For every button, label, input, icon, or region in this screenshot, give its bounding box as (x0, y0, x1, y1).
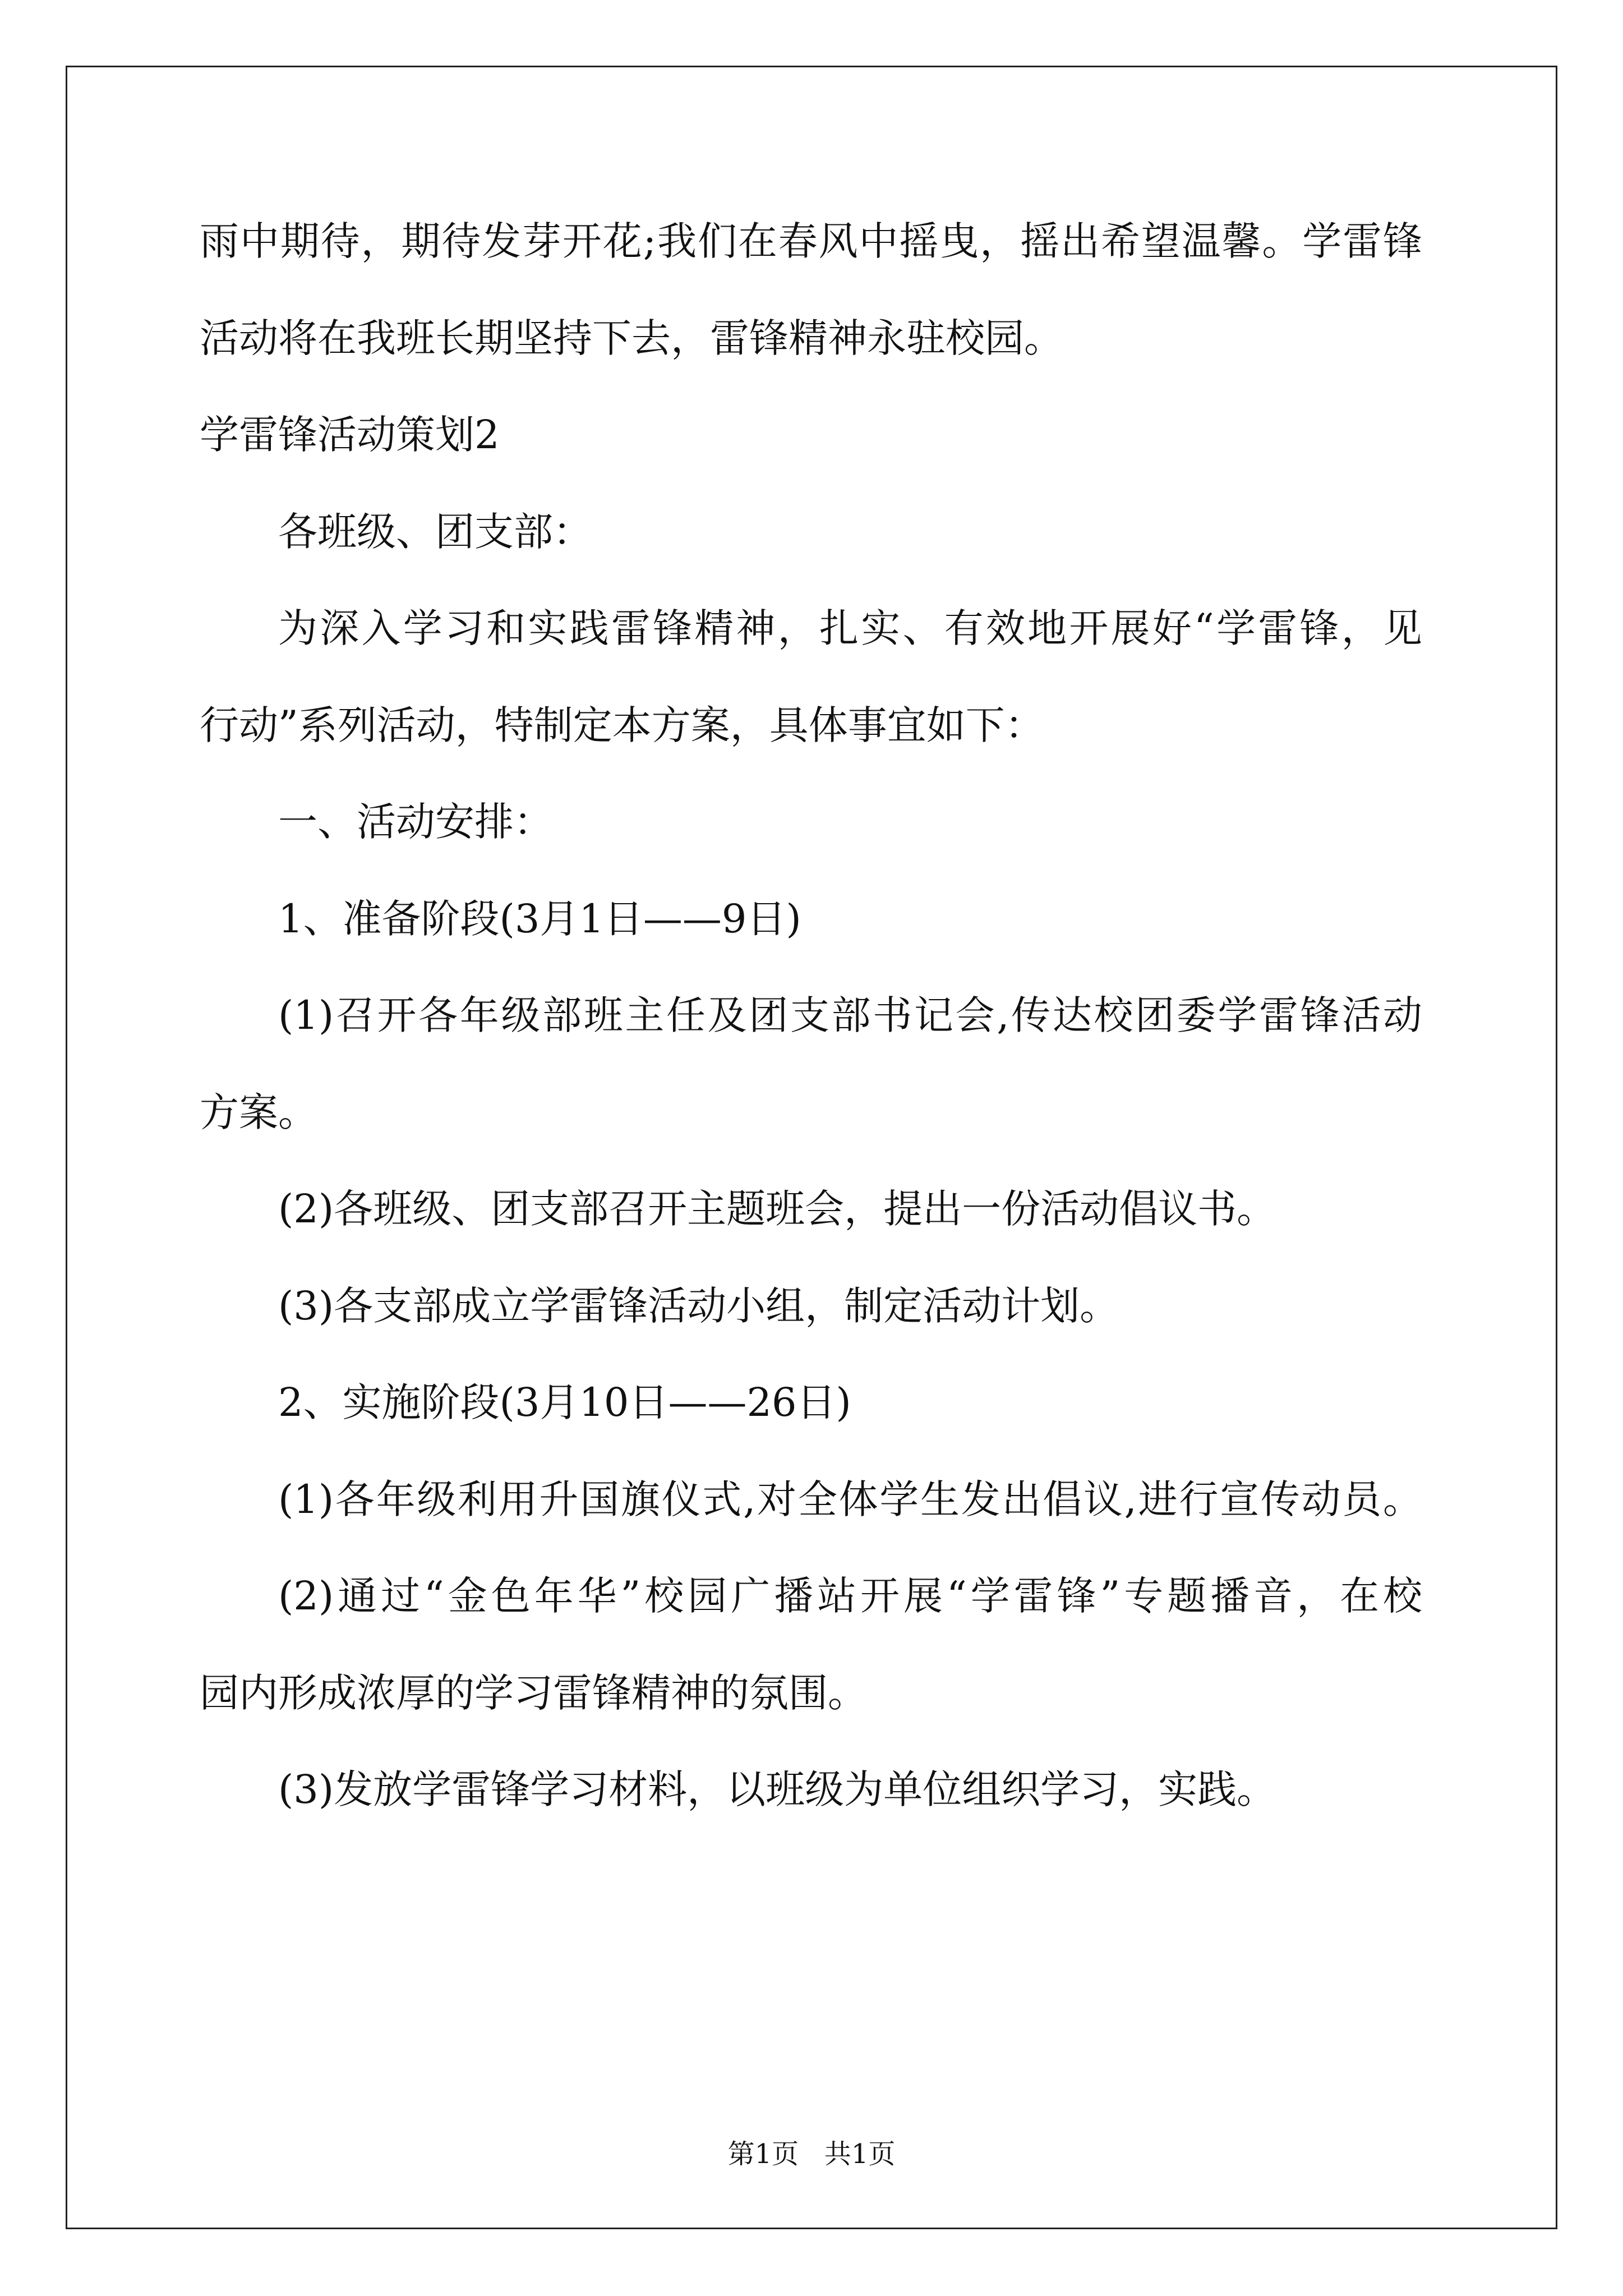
salutation: 各班级、团支部： (278, 509, 592, 555)
section-heading: 学雷锋活动策划2 (200, 412, 500, 458)
subheading: 一、活动安排： (278, 799, 553, 845)
paragraph-line: 雨中期待，期待发芽开花;我们在春风中摇曳，摇出希望温馨。学雷锋 (200, 218, 1422, 264)
page-footer: 第1页 共1页 (727, 2138, 896, 2170)
paragraph-line: 为深入学习和实践雷锋精神，扎实、有效地开展好“学雷锋，见 (278, 605, 1422, 651)
list-item: (3)发放学雷锋学习材料，以班级为单位组织学习，实践。 (278, 1766, 1276, 1812)
list-item: (1)召开各年级部班主任及团支部书记会,传达校团委学雷锋活动 (278, 992, 1422, 1038)
subheading: 1、准备阶段(3月1日——9日) (278, 896, 801, 942)
page-border (66, 66, 1557, 2229)
list-item: (2)各班级、团支部召开主题班会，提出一份活动倡议书。 (278, 1186, 1276, 1232)
paragraph-line: 活动将在我班长期坚持下去，雷锋精神永驻校园。 (200, 315, 1063, 361)
paragraph-line: 园内形成浓厚的学习雷锋精神的氛围。 (200, 1670, 867, 1716)
paragraph-line: 方案。 (200, 1089, 317, 1135)
list-item: (3)各支部成立学雷锋活动小组，制定活动计划。 (278, 1283, 1119, 1329)
list-item: (2)通过“金色年华”校园广播站开展“学雷锋”专题播音，在校 (278, 1573, 1422, 1619)
list-item: (1)各年级利用升国旗仪式,对全体学生发出倡议,进行宣传动员。 (278, 1476, 1422, 1522)
paragraph-line: 行动”系列活动，特制定本方案，具体事宜如下： (200, 702, 1044, 748)
subheading: 2、实施阶段(3月10日——26日) (278, 1379, 851, 1425)
